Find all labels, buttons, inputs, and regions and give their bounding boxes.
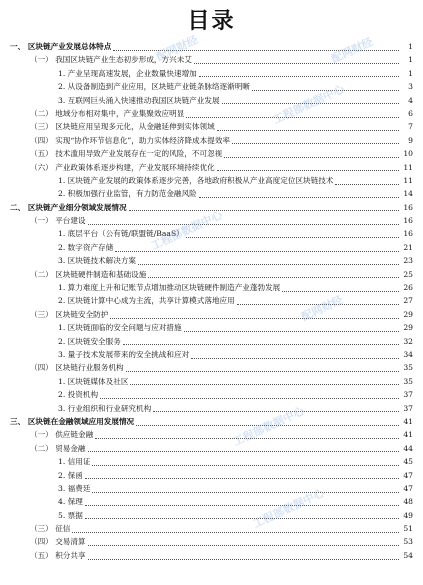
- toc-entry-page-number: 45: [403, 457, 413, 467]
- toc-entry-page-number: 35: [403, 363, 413, 373]
- toc-entry[interactable]: [0, 120, 423, 133]
- watermark-text: 配网财经: [329, 35, 375, 66]
- toc-entry-page-number: 41: [403, 430, 413, 440]
- toc-entry-title: 3. 量子技术发展带来的安全挑战和应对: [58, 349, 190, 359]
- toc-entry[interactable]: [0, 161, 423, 174]
- toc-entry[interactable]: [0, 214, 423, 227]
- toc-entry[interactable]: [0, 174, 423, 187]
- toc-entry-page-number: 6: [408, 108, 413, 118]
- dot-leader: [186, 116, 399, 118]
- dot-leader: [85, 517, 399, 519]
- toc-entry[interactable]: [0, 415, 423, 428]
- toc-entry-page-number: 1: [408, 55, 413, 65]
- toc-entry-title: 3. 行业组织和行业研究机构: [58, 403, 152, 413]
- toc-entry-page-number: 16: [403, 216, 413, 226]
- dot-leader: [252, 89, 399, 91]
- dot-leader: [88, 544, 399, 546]
- toc-entry-page-number: 37: [403, 390, 413, 400]
- table-of-contents: [0, 40, 423, 562]
- toc-entry[interactable]: [0, 201, 423, 214]
- watermark-text: 配网财经: [154, 33, 200, 64]
- dot-leader: [148, 276, 399, 278]
- toc-entry-title: （四） 区块链行业服务机构: [30, 363, 124, 373]
- toc-entry-page-number: 37: [403, 403, 413, 413]
- dot-leader: [113, 49, 399, 51]
- dot-leader: [85, 477, 399, 479]
- dot-leader: [335, 183, 399, 185]
- toc-entry-page-number: 16: [403, 202, 413, 212]
- toc-entry-title: （六） 产业政策体系逐步构建，产业发展环境持续优化: [30, 162, 215, 172]
- toc-entry-page-number: 47: [403, 470, 413, 480]
- toc-entry[interactable]: [0, 294, 423, 307]
- dot-leader: [138, 263, 399, 265]
- toc-entry-page-number: 11: [403, 162, 413, 172]
- dot-leader: [136, 424, 399, 426]
- toc-entry-title: （一） 平台建设: [30, 216, 86, 226]
- toc-entry-title: 1. 底层平台（公有链/联盟链/BaaS）: [58, 229, 184, 239]
- toc-entry-title: 2. 区块链计算中心成为主流，共享计算模式落地应用: [58, 296, 235, 306]
- toc-entry[interactable]: [0, 522, 423, 535]
- toc-entry[interactable]: [0, 254, 423, 267]
- dot-leader: [217, 169, 399, 171]
- toc-entry-title: （二） 地域分布相对集中，产业集聚效应明显: [30, 108, 185, 118]
- toc-entry-page-number: 51: [403, 524, 413, 534]
- toc-entry-title: 一、 区块链产业发展总体特点: [10, 42, 112, 51]
- toc-entry-title: 3. 福费廷: [58, 483, 91, 493]
- dot-leader: [129, 209, 399, 211]
- toc-entry-title: 2. 数字资产存储: [58, 242, 114, 252]
- dot-leader: [100, 397, 399, 399]
- dot-leader: [92, 491, 399, 493]
- dot-leader: [194, 62, 399, 64]
- dot-leader: [88, 450, 399, 452]
- toc-entry-page-number: 23: [403, 256, 413, 266]
- toc-entry-page-number: 16: [403, 229, 413, 239]
- dot-leader: [191, 357, 399, 359]
- dot-leader: [72, 531, 399, 533]
- toc-entry[interactable]: [0, 482, 423, 495]
- watermark-text: 工程部数据中心: [251, 486, 327, 531]
- dot-leader: [184, 330, 399, 332]
- toc-entry-title: 3. 互联网巨头涌入快速推动我国区块链产业发展: [58, 95, 220, 105]
- toc-entry[interactable]: [0, 428, 423, 441]
- toc-entry-page-number: 29: [403, 309, 413, 319]
- toc-entry[interactable]: [0, 321, 423, 334]
- toc-entry-title: 4. 保理: [58, 497, 83, 507]
- toc-entry-title: （四） 交易清算: [30, 537, 86, 547]
- toc-entry-page-number: 25: [403, 269, 413, 279]
- toc-entry[interactable]: [0, 549, 423, 562]
- toc-entry[interactable]: [0, 335, 423, 348]
- toc-entry-page-number: 10: [403, 149, 413, 159]
- toc-entry[interactable]: [0, 308, 423, 321]
- toc-entry-page-number: 11: [403, 175, 413, 185]
- toc-entry-title: 2. 从设备制造到产业应用，区块链产业链条脉络逐渐明晰: [58, 82, 250, 92]
- toc-entry[interactable]: [0, 268, 423, 281]
- toc-entry-title: 2. 保函: [58, 470, 83, 480]
- toc-entry-title: （五） 积分共享: [30, 550, 86, 560]
- toc-entry-title: （三） 区块链安全防护: [30, 309, 109, 319]
- toc-entry-title: 三、 区块链在金融领域应用发展情况: [10, 416, 135, 426]
- toc-entry[interactable]: [0, 375, 423, 388]
- toc-entry-title: 1. 区块链产业发展的政策体系逐步完善，各地政府积极从产业高度定位区块链技术: [58, 175, 334, 185]
- toc-entry-page-number: 48: [403, 497, 413, 507]
- toc-entry[interactable]: [0, 348, 423, 361]
- toc-entry-title: 2. 投资机构: [58, 390, 99, 400]
- toc-entry[interactable]: [0, 67, 423, 80]
- toc-entry[interactable]: [0, 107, 423, 120]
- toc-entry-page-number: 53: [403, 537, 413, 547]
- toc-entry-page-number: 3: [408, 82, 413, 92]
- toc-entry[interactable]: [0, 147, 423, 160]
- toc-entry-title: 二、 区块链产业细分领域发展情况: [10, 202, 127, 212]
- dot-leader: [237, 303, 399, 305]
- toc-entry-title: 1. 产业呈现高速发展，企业数量快速增加: [58, 68, 197, 78]
- dot-leader: [186, 236, 399, 238]
- toc-entry-page-number: 9: [408, 135, 413, 145]
- toc-entry[interactable]: [0, 442, 423, 455]
- dot-leader: [92, 464, 399, 466]
- toc-entry-title: 1. 区块链媒体及社区: [58, 376, 129, 386]
- dot-leader: [123, 343, 399, 345]
- toc-entry-title: 2. 积极加强行业监管，有力防范金融风险: [58, 189, 197, 199]
- toc-entry-title: （五） 技术滥用导致产业发展存在一定的风险，不可忽视: [30, 149, 223, 159]
- toc-entry[interactable]: [0, 80, 423, 93]
- toc-entry[interactable]: [0, 455, 423, 468]
- toc-entry-title: （三） 区块链应用呈现多元化，从金融延伸到实体领域: [30, 122, 215, 132]
- dot-leader: [222, 102, 399, 104]
- toc-entry-page-number: 4: [408, 95, 413, 105]
- toc-entry-page-number: 35: [403, 376, 413, 386]
- toc-entry[interactable]: [0, 495, 423, 508]
- dot-leader: [232, 142, 399, 144]
- toc-entry-title: （四） 实现“协作环节信息化”，助力实体经济降成本提效率: [30, 135, 231, 145]
- toc-entry[interactable]: [0, 361, 423, 374]
- dot-leader: [88, 223, 399, 225]
- toc-entry-page-number: 32: [403, 336, 413, 346]
- dot-leader: [88, 558, 399, 560]
- toc-entry-title: 5. 票据: [58, 510, 83, 520]
- toc-entry-page-number: 1: [408, 68, 413, 78]
- toc-entry-page-number: 44: [403, 443, 413, 453]
- toc-entry-page-number: 27: [403, 296, 413, 306]
- dot-leader: [110, 317, 399, 319]
- toc-entry[interactable]: [0, 94, 423, 107]
- dot-leader: [95, 437, 399, 439]
- dot-leader: [224, 156, 399, 158]
- toc-entry[interactable]: [0, 241, 423, 254]
- toc-entry-title: （一） 我国区块链产业生态初步形成，方兴未艾: [30, 55, 192, 65]
- toc-entry-page-number: 1: [408, 42, 413, 51]
- toc-entry-page-number: 34: [403, 349, 413, 359]
- dot-leader: [153, 410, 399, 412]
- toc-entry[interactable]: [0, 40, 423, 53]
- dot-leader: [85, 504, 399, 506]
- toc-entry[interactable]: [0, 402, 423, 415]
- toc-entry-page-number: 26: [403, 283, 413, 293]
- toc-entry[interactable]: [0, 535, 423, 548]
- toc-entry[interactable]: [0, 509, 423, 522]
- toc-entry[interactable]: [0, 187, 423, 200]
- toc-entry-title: 1. 算力难度上升和记账节点增加推动区块链硬件制造产业蓬勃发展: [58, 283, 281, 293]
- toc-entry[interactable]: [0, 53, 423, 66]
- watermark-text: 工程部数据中心: [149, 208, 225, 253]
- toc-entry-title: 2. 区块链安全服务: [58, 336, 121, 346]
- toc-entry-title: （一） 供应链金融: [30, 430, 94, 440]
- watermark-text: 工程部数据中心: [231, 404, 307, 449]
- toc-entry-page-number: 14: [403, 189, 413, 199]
- toc-entry-title: 3. 区块链技术解决方案: [58, 256, 137, 266]
- toc-entry[interactable]: [0, 469, 423, 482]
- toc-entry-page-number: 41: [403, 416, 413, 426]
- toc-entry-page-number: 47: [403, 483, 413, 493]
- toc-entry-title: （三） 征信: [30, 524, 71, 534]
- dot-leader: [282, 290, 399, 292]
- toc-entry-page-number: 54: [403, 550, 413, 560]
- dot-leader: [217, 129, 399, 131]
- toc-entry-page-number: 49: [403, 510, 413, 520]
- toc-entry-title: （二） 贸易金融: [30, 443, 86, 453]
- dot-leader: [199, 196, 399, 198]
- dot-leader: [115, 250, 399, 252]
- toc-entry-title: 1. 信用证: [58, 457, 91, 467]
- toc-entry[interactable]: [0, 281, 423, 294]
- dot-leader: [199, 75, 399, 77]
- watermark-text: 工程部数据中心: [271, 82, 347, 127]
- toc-entry[interactable]: [0, 134, 423, 147]
- dot-leader: [130, 383, 399, 385]
- toc-entry-title: 1. 区块链面临的安全问题与应对措施: [58, 323, 182, 333]
- toc-entry-title: （二） 区块链硬件制造和基础设施: [30, 269, 147, 279]
- toc-entry[interactable]: [0, 388, 423, 401]
- watermark-text: 配网财经: [299, 293, 345, 324]
- toc-entry[interactable]: [0, 227, 423, 240]
- toc-entry-page-number: 29: [403, 323, 413, 333]
- page-title: 目录: [187, 9, 236, 34]
- toc-entry-page-number: 21: [403, 242, 413, 252]
- toc-entry-page-number: 7: [408, 122, 413, 132]
- dot-leader: [126, 370, 399, 372]
